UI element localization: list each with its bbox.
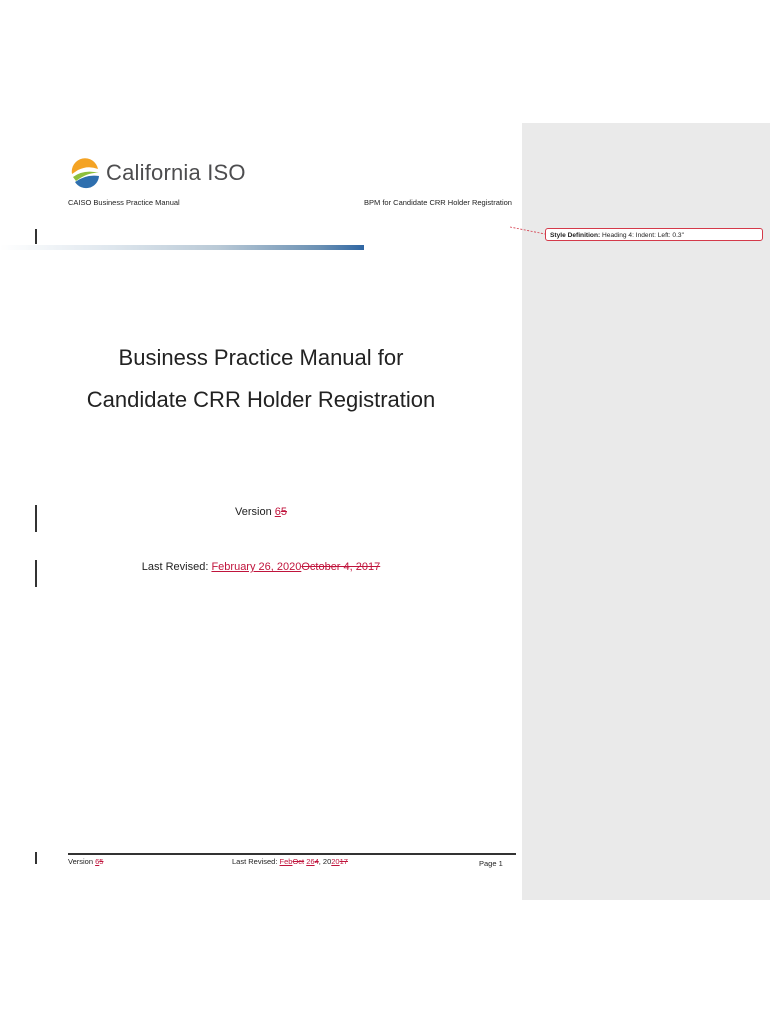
- title-line-2: Candidate CRR Holder Registration: [86, 387, 436, 412]
- header-left: CAISO Business Practice Manual: [68, 198, 180, 207]
- footer-revised-del: 17: [339, 857, 348, 866]
- logo-text: California ISO: [106, 160, 246, 185]
- footer-last-revised: [232, 857, 348, 866]
- footer-page-number: Page 1: [479, 859, 503, 868]
- balloon-text: Heading 4: Indent: Left: 0.3": [600, 232, 684, 239]
- last-revised-line: [0, 561, 522, 573]
- change-bar: [35, 229, 37, 244]
- footer-revised-label: Last Revised:: [232, 857, 280, 866]
- style-definition-balloon[interactable]: [545, 228, 763, 241]
- footer-version-label: Version: [68, 857, 96, 866]
- footer-revised-ins: 26: [306, 857, 315, 866]
- footer-revised-del: 4: [314, 857, 319, 866]
- header-band: [0, 245, 364, 250]
- title-line-1: Business Practice Manual for: [118, 345, 404, 370]
- footer-version: [68, 857, 103, 866]
- balloon-label: Style Definition:: [550, 232, 601, 239]
- version-deleted: 5: [280, 506, 287, 518]
- last-revised-inserted: February 26, 2020: [211, 561, 302, 573]
- change-bar: [35, 852, 37, 864]
- comment-connector: [510, 226, 550, 238]
- footer-revised-ins: 20: [331, 857, 340, 866]
- version-line: [0, 506, 522, 518]
- footer-version-deleted: 5: [99, 857, 104, 866]
- footer-revised-del: Oct: [292, 857, 305, 866]
- footer-revised-text: , 20: [318, 857, 332, 866]
- footer-rule: [68, 853, 516, 855]
- last-revised-deleted: October 4, 2017: [301, 561, 381, 573]
- version-inserted: 6: [274, 506, 281, 518]
- version-label: Version: [235, 506, 275, 518]
- footer-revised-ins: Feb: [279, 857, 293, 866]
- header-right: BPM for Candidate CRR Holder Registration: [364, 198, 512, 207]
- last-revised-label: Last Revised:: [141, 561, 212, 573]
- footer-version-inserted: 6: [95, 857, 100, 866]
